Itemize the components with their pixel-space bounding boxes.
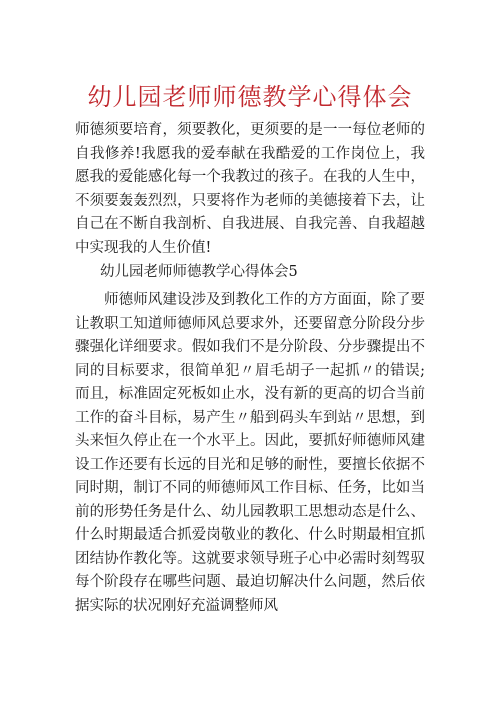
intro-paragraph: 师德须要培育，须要教化，更须要的是一一每位老师的自我修养!我愿我的爱奉献在我酷爱的工作岗位上，我愿我的爱能感化每一个我教过的孩子。在我的人生中，不须要轰轰烈烈，只要将作为老师的美德接着下去，让自己在不断自我剖析、自我进展、自我完善、自我超越中实现我的人生价值!: [75, 122, 425, 256]
body-paragraph: 师德师风建设涉及到教化工作的方方面面，除了要让教职工知道师德师风总要求外，还要留意分阶段分步骤强化详细要求。假如我们不是分阶段、分步骤提出不同的目标要求，很简单犯〃眉毛胡子一起抓〃的错误;而且，标准固定死板如止水，没有新的更高的切合当前工作的奋斗目标，易产生〃船到码头车到站〃思想，到头来恒久停止在一个水平上。因此，要抓好师德师风建设工作还要有长远的目光和足够的耐性，要擅长依据不同时期，制订不同的师德师风工作目标、任务，比如当前的形势任务是什么、幼儿园教职工思想动态是什么、什么时期最适合抓爱岗敬业的教化、什么时期最相宜抓团结协作教化等。这就要求领导班子心中必需时刻驾驭每个阶段存在哪些问题、最迫切解决什么问题，然后依据实际的状况刚好充溢调整师风: [75, 292, 425, 614]
section-heading: 幼儿园老师师德教学心得体会5: [100, 264, 298, 280]
document-title: 幼儿园老师师德教学心得体会: [87, 83, 413, 111]
